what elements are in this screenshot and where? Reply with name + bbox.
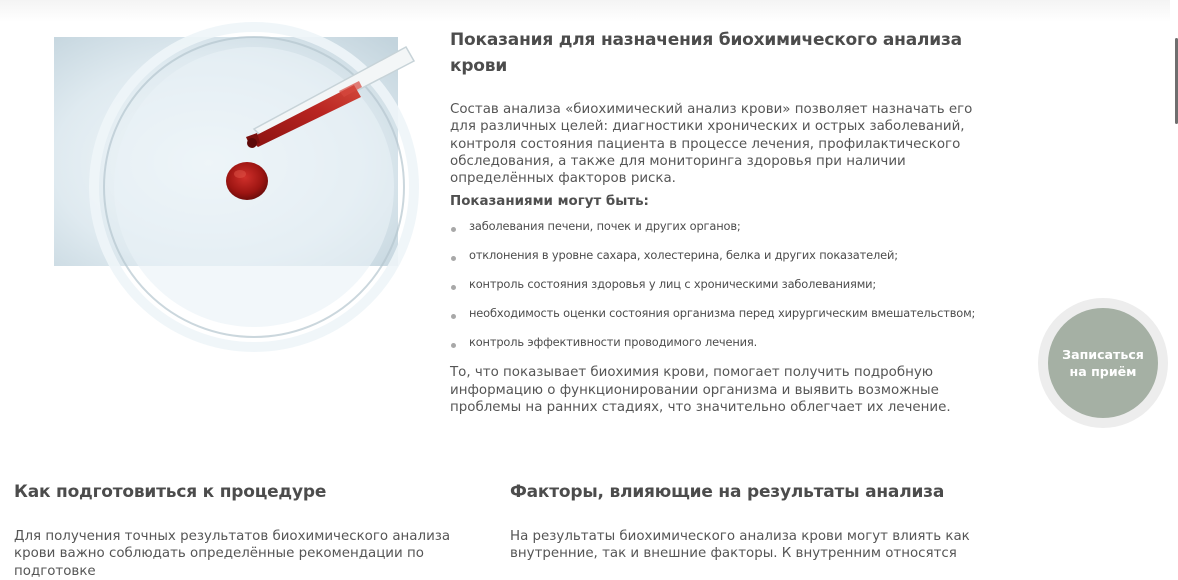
preparation-section: [14, 480, 489, 580]
appointment-button-label: [1055, 346, 1151, 380]
list-item-text: контроль состояния здоровья у лиц с хроническими заболеваниями;: [469, 277, 877, 292]
list-item-text: отклонения в уровне сахара, холестерина, белка и других показателей;: [469, 248, 898, 263]
appointment-button[interactable]: [1048, 308, 1158, 418]
list-item: [450, 335, 1000, 364]
list-item-text: необходимость оценки состояния организма перед хирургическим вмешательством;: [469, 306, 976, 321]
factors-section: [510, 480, 985, 563]
blood-drop-petri-dish-icon: [54, 37, 398, 266]
indications-list: [450, 219, 1000, 364]
appointment-label-line1: Записаться: [1062, 347, 1144, 362]
list-item: [450, 248, 1000, 277]
list-item-text: контроль эффективности проводимого лечения.: [469, 335, 758, 350]
indications-section: [450, 27, 1000, 416]
indications-subhead: Показаниями могут быть:: [450, 194, 649, 210]
header-shadow: [0, 0, 1170, 22]
list-item: [450, 306, 1000, 335]
indications-title: Показания для назначения биохимического анализа крови: [450, 30, 962, 76]
preparation-text: Для получения точных результатов биохимического анализа крови важно соблюдать определённые рекомендации по подготовке: [14, 529, 451, 579]
blood-sample-photo: [54, 37, 398, 266]
preparation-title: Как подготовиться к процедуре: [14, 482, 327, 502]
bullet-dot-icon: [451, 227, 456, 232]
indications-intro: Состав анализа «биохимический анализ крови» позволяет назначать его для различных целей: диагностики хронических и острых заболеваний, контроля состояния пациента в процессе лечения, профилактического обследования, а также для мониторинга здоровья при наличии определённых факторов риска.: [450, 102, 973, 187]
list-item: [450, 277, 1000, 306]
bullet-dot-icon: [451, 285, 456, 290]
bullet-dot-icon: [451, 256, 456, 261]
bullet-dot-icon: [451, 314, 456, 319]
factors-title: Факторы, влияющие на результаты анализа: [510, 482, 945, 502]
indications-outro: То, что показывает биохимия крови, помогает получить подробную информацию о функционировании организма и выявить возможные проблемы на ранних стадиях, что значительно облегчает их лечение.: [450, 365, 951, 416]
factors-text: На результаты биохимического анализа крови могут влиять как внутренние, так и внешние факторы. К внутренним относятся: [510, 529, 970, 562]
appointment-label-line2: на приём: [1069, 364, 1137, 379]
list-item: [450, 219, 1000, 248]
bullet-dot-icon: [451, 343, 456, 348]
list-item-text: заболевания печени, почек и других органов;: [469, 219, 741, 234]
